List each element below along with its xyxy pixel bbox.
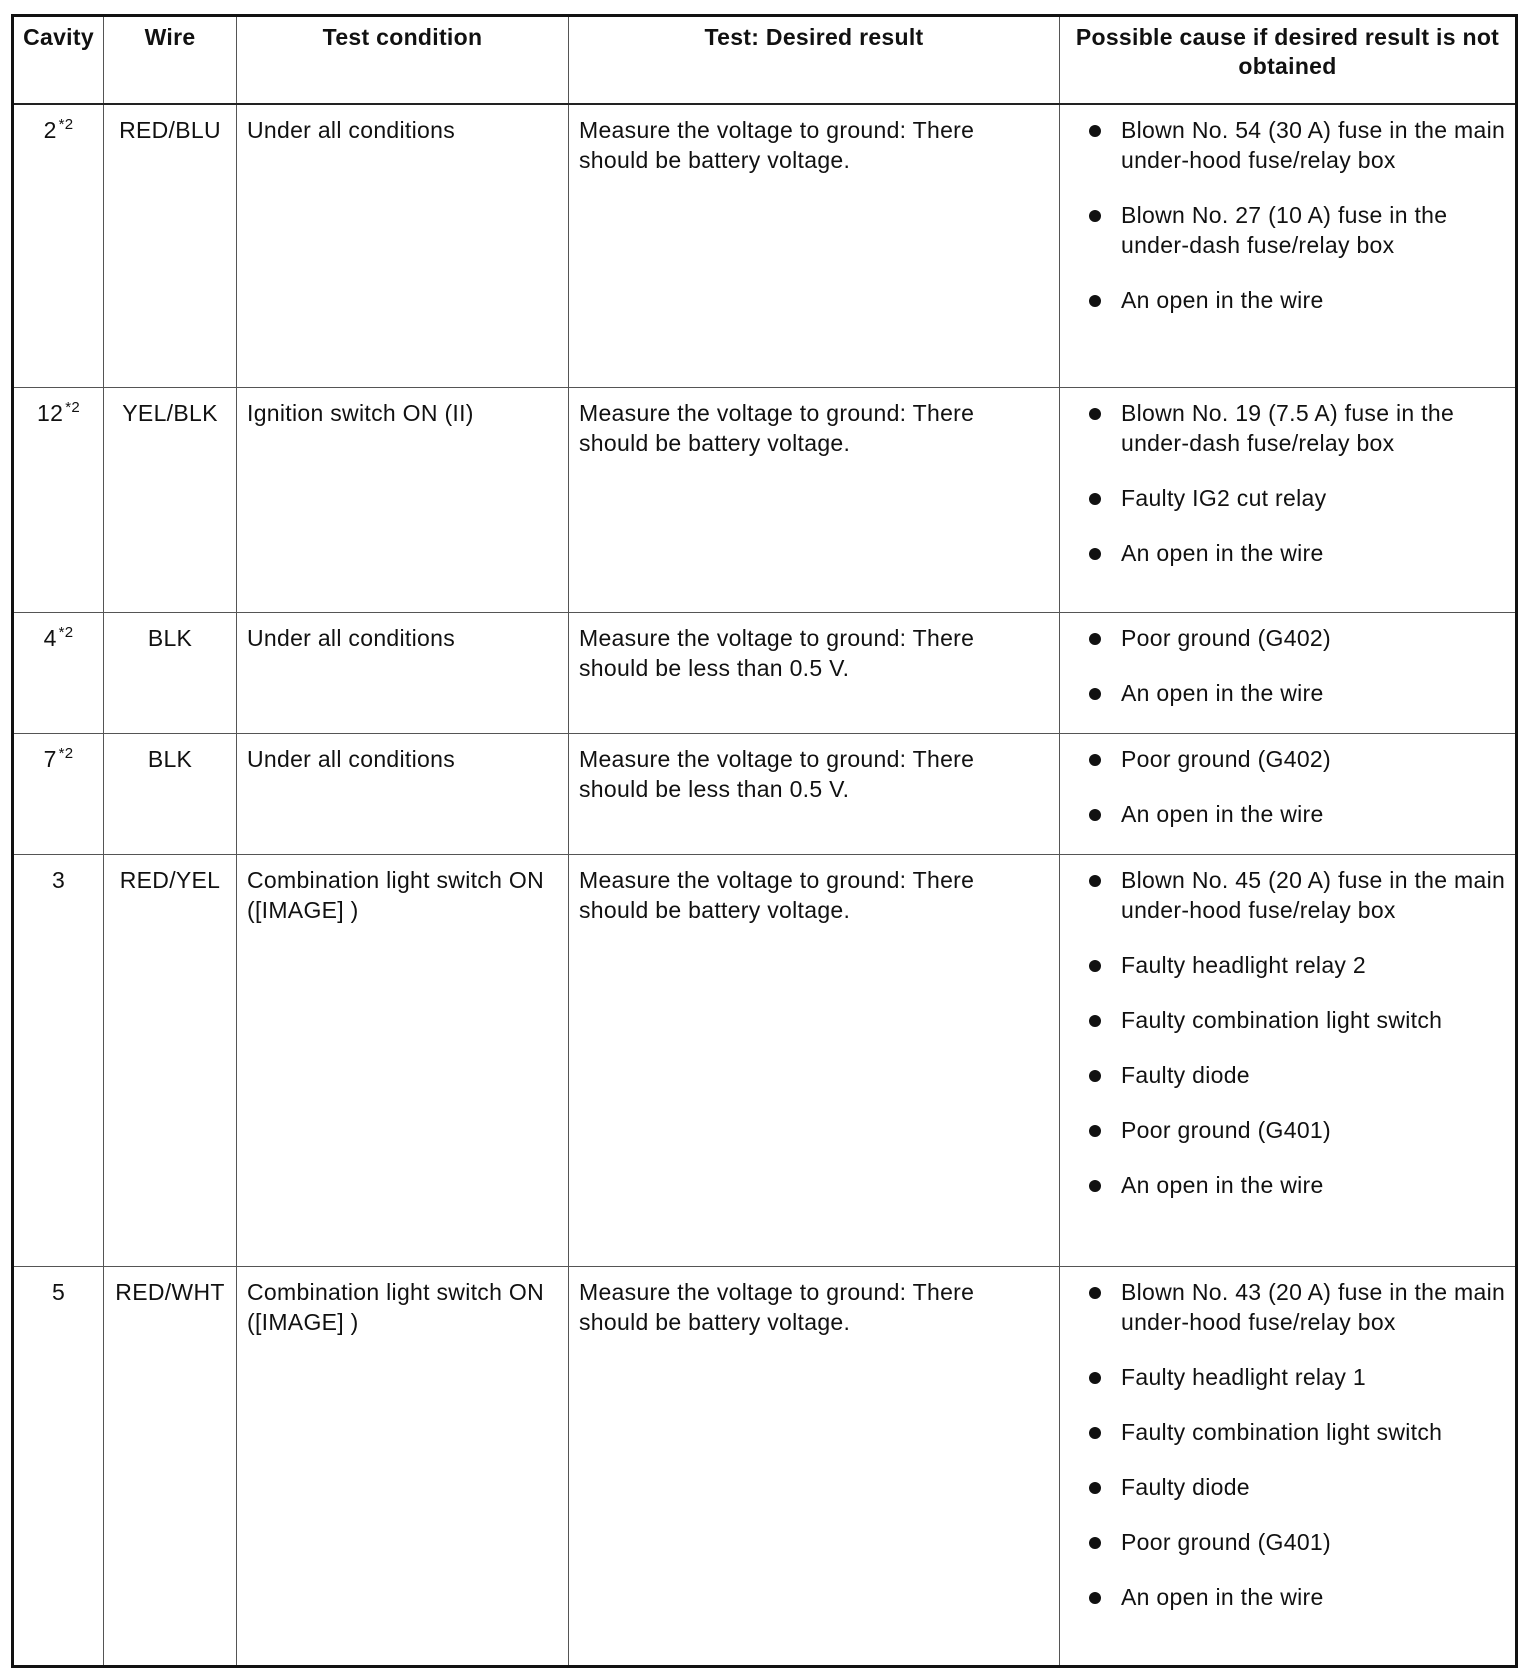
header-possible-cause: Possible cause if desired result is not obtained: [1060, 16, 1517, 105]
table-row: [13, 104, 1517, 388]
result-cell: Measure the voltage to ground: There should be battery voltage.: [569, 388, 1060, 613]
cause-item: Blown No. 43 (20 A) fuse in the main under-hood fuse/relay box: [1087, 1277, 1507, 1337]
condition-cell: Combination light switch ON ([IMAGE] ): [237, 855, 569, 1267]
cavity-cell: [13, 104, 104, 388]
cause-list: [1087, 623, 1507, 708]
footnote-marker: *2: [65, 399, 80, 416]
cause-list: [1087, 865, 1507, 1200]
result-cell: Measure the voltage to ground: There should be less than 0.5 V.: [569, 734, 1060, 855]
cause-item: Faulty IG2 cut relay: [1087, 483, 1507, 513]
cavity-cell: [13, 734, 104, 855]
cause-list: [1087, 115, 1507, 315]
footnote-marker: *2: [58, 745, 74, 762]
cause-item: Blown No. 19 (7.5 A) fuse in the under-dash fuse/relay box: [1087, 398, 1507, 458]
cause-item: An open in the wire: [1087, 538, 1507, 568]
cavity-cell: [13, 1267, 104, 1667]
cause-item: Poor ground (G402): [1087, 744, 1507, 774]
cause-item: Faulty diode: [1087, 1472, 1507, 1502]
cause-item: An open in the wire: [1087, 1582, 1507, 1612]
cause-item: Poor ground (G402): [1087, 623, 1507, 653]
table-row: [13, 388, 1517, 613]
result-cell: Measure the voltage to ground: There should be battery voltage.: [569, 855, 1060, 1267]
wire-cell: YEL/BLK: [104, 388, 237, 613]
cause-item: Faulty headlight relay 2: [1087, 950, 1507, 980]
cavity-number: 2: [43, 117, 57, 143]
wire-cell: RED/WHT: [104, 1267, 237, 1667]
header-cavity: Cavity: [13, 16, 104, 105]
wire-cell: BLK: [104, 613, 237, 734]
condition-cell: Under all conditions: [237, 734, 569, 855]
header-test-condition: Test condition: [237, 16, 569, 105]
cause-item: Poor ground (G401): [1087, 1115, 1507, 1145]
cause-cell: [1060, 855, 1517, 1267]
wire-cell: RED/BLU: [104, 104, 237, 388]
condition-cell: Ignition switch ON (II): [237, 388, 569, 613]
cause-item: Faulty combination light switch: [1087, 1417, 1507, 1447]
header-desired-result: Test: Desired result: [569, 16, 1060, 105]
table-row: [13, 855, 1517, 1267]
table-row: [13, 613, 1517, 734]
cause-list: [1087, 1277, 1507, 1612]
footnote-marker: *2: [58, 624, 74, 641]
cavity-number: 4: [43, 625, 57, 651]
header-row: [13, 16, 1517, 105]
table-row: [13, 1267, 1517, 1667]
result-cell: Measure the voltage to ground: There should be battery voltage.: [569, 104, 1060, 388]
cause-cell: [1060, 388, 1517, 613]
cavity-number: 3: [51, 867, 66, 893]
cavity-number: 7: [43, 746, 57, 772]
footnote-marker: *2: [58, 116, 74, 133]
cause-item: Poor ground (G401): [1087, 1527, 1507, 1557]
cause-item: Faulty diode: [1087, 1060, 1507, 1090]
result-cell: Measure the voltage to ground: There should be battery voltage.: [569, 1267, 1060, 1667]
cavity-cell: [13, 855, 104, 1267]
troubleshooting-table: [11, 14, 1518, 1668]
condition-cell: Under all conditions: [237, 613, 569, 734]
header-wire: Wire: [104, 16, 237, 105]
cause-item: An open in the wire: [1087, 1170, 1507, 1200]
cause-item: Blown No. 27 (10 A) fuse in the under-dash fuse/relay box: [1087, 200, 1507, 260]
condition-cell: Under all conditions: [237, 104, 569, 388]
result-cell: Measure the voltage to ground: There should be less than 0.5 V.: [569, 613, 1060, 734]
cause-cell: [1060, 613, 1517, 734]
cause-cell: [1060, 104, 1517, 388]
cavity-cell: [13, 388, 104, 613]
cause-item: Faulty headlight relay 1: [1087, 1362, 1507, 1392]
cause-item: Faulty combination light switch: [1087, 1005, 1507, 1035]
cause-item: Blown No. 54 (30 A) fuse in the main under-hood fuse/relay box: [1087, 115, 1507, 175]
cause-item: An open in the wire: [1087, 678, 1507, 708]
cavity-cell: [13, 613, 104, 734]
cavity-number: 5: [51, 1279, 66, 1305]
wire-cell: RED/YEL: [104, 855, 237, 1267]
cause-list: [1087, 744, 1507, 829]
cause-cell: [1060, 734, 1517, 855]
cause-item: An open in the wire: [1087, 799, 1507, 829]
table-row: [13, 734, 1517, 855]
cause-item: An open in the wire: [1087, 285, 1507, 315]
cause-cell: [1060, 1267, 1517, 1667]
wire-cell: BLK: [104, 734, 237, 855]
cavity-number: 12: [37, 400, 64, 426]
condition-cell: Combination light switch ON ([IMAGE] ): [237, 1267, 569, 1667]
cause-list: [1087, 398, 1507, 568]
cause-item: Blown No. 45 (20 A) fuse in the main under-hood fuse/relay box: [1087, 865, 1507, 925]
